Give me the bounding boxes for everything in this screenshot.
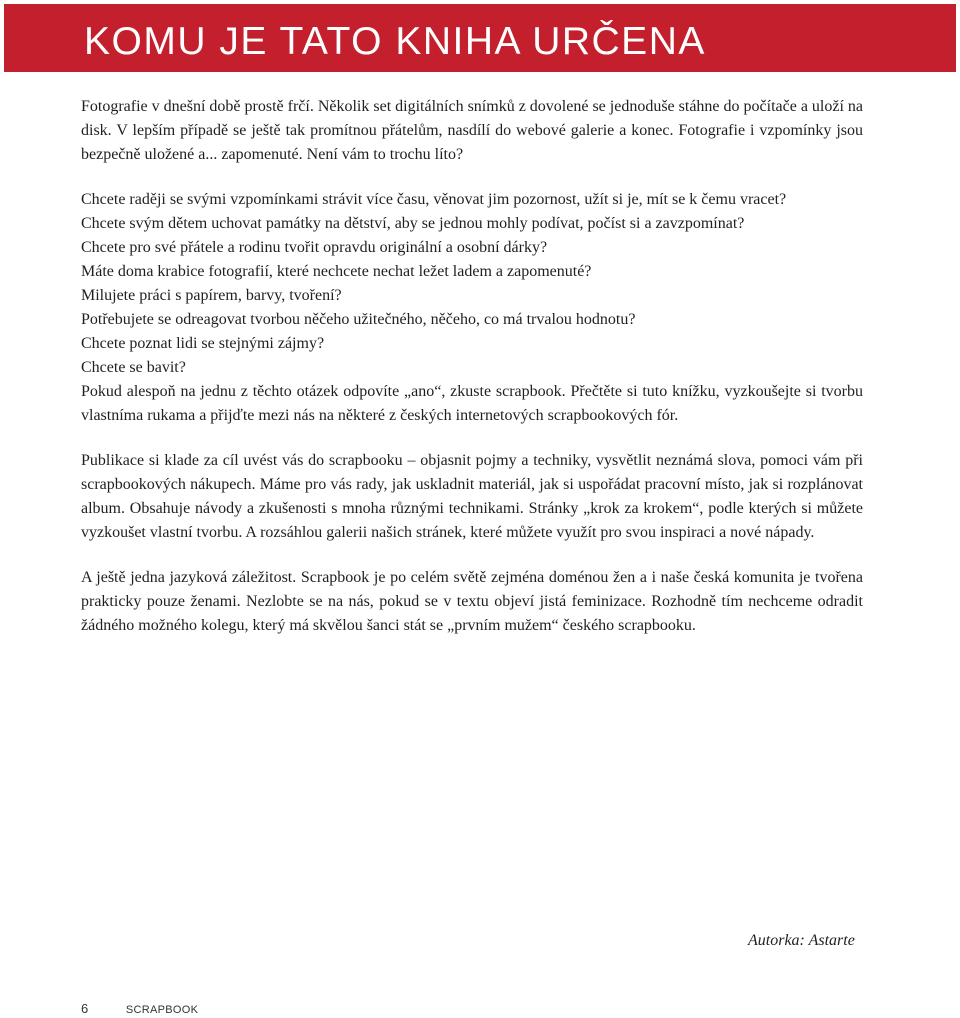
page-number: 6: [81, 1001, 89, 1016]
question-line: Chcete se bavit?: [81, 359, 186, 376]
publication-name: SCRAPBOOK: [125, 1004, 199, 1016]
page-title: KOMU JE TATO KNIHA URČENA: [84, 20, 706, 63]
purpose-paragraph: Publikace si klade za cíl uvést vás do scrapbooku – objasnit pojmy a techniky, vysvětlit neznámá slova, pomoci vám při scrapbookových nákupech. Máme pro vás rady, jak uskladnit materiál, jak si uspořádat pracovní místo, jak si rozplánovat album. Obsahuje návody a zkušenosti s mnoha různými technikami. Stránky „krok za krokem“, podle kterých si můžete vyzkoušet vlastní tvorbu. A rozsáhlou galerii našich stránek, které můžete využít pro svou inspiraci a nové nápady.: [81, 452, 863, 541]
call-to-action-paragraph: Pokud alespoň na jednu z těchto otázek odpovíte „ano“, zkuste scrapbook. Přečtěte si tuto knížku, vyzkoušejte si tvorbu vlastníma rukama a přijďte mezi nás na některé z českých internetových scrapbookových fór.: [81, 383, 863, 424]
article-body: [81, 95, 863, 638]
question-line: Máte doma krabice fotografií, které nechcete nechat ležet ladem a zapomenuté?: [81, 263, 592, 280]
language-note-paragraph: A ještě jedna jazyková záležitost. Scrapbook je po celém světě zejména doménou žen a i naše česká komunita je tvořena prakticky pouze ženami. Nezlobte se na nás, pokud se v textu objeví jistá feminizace. Rozhodně tím nechceme odradit žádného možného kolegu, který má skvělou šanci stát se „prvním mužem“ českého scrapbooku.: [81, 569, 863, 634]
question-line: Chcete raději se svými vzpomínkami strávit více času, věnovat jim pozornost, užít si je, mít se k čemu vracet?: [81, 191, 787, 208]
question-line: Chcete pro své přátele a rodinu tvořit opravdu originální a osobní dárky?: [81, 239, 548, 256]
header-band: [4, 4, 956, 72]
page-footer: [81, 1001, 198, 1016]
question-line: Chcete svým dětem uchovat památky na dětství, aby se jednou mohly podívat, počíst si a zavzpomínat?: [81, 215, 745, 232]
intro-paragraph: Fotografie v dnešní době prostě frčí. Několik set digitálních snímků z dovolené se jednoduše stáhne do počítače a uloží na disk. V lepším případě se ještě tak promítnou přátelům, nasdílí do webové galerie a konec. Fotografie i vzpomínky jsou bezpečně uložené a... zapomenuté. Není vám to trochu líto?: [81, 98, 864, 163]
author-signature: Autorka: Astarte: [748, 932, 855, 949]
question-line: Chcete poznat lidi se stejnými zájmy?: [81, 335, 325, 352]
question-list: [81, 188, 863, 380]
question-line: Potřebujete se odreagovat tvorbou něčeho užitečného, něčeho, co má trvalou hodnotu?: [81, 311, 636, 328]
question-line: Milujete práci s papírem, barvy, tvoření?: [81, 287, 342, 304]
